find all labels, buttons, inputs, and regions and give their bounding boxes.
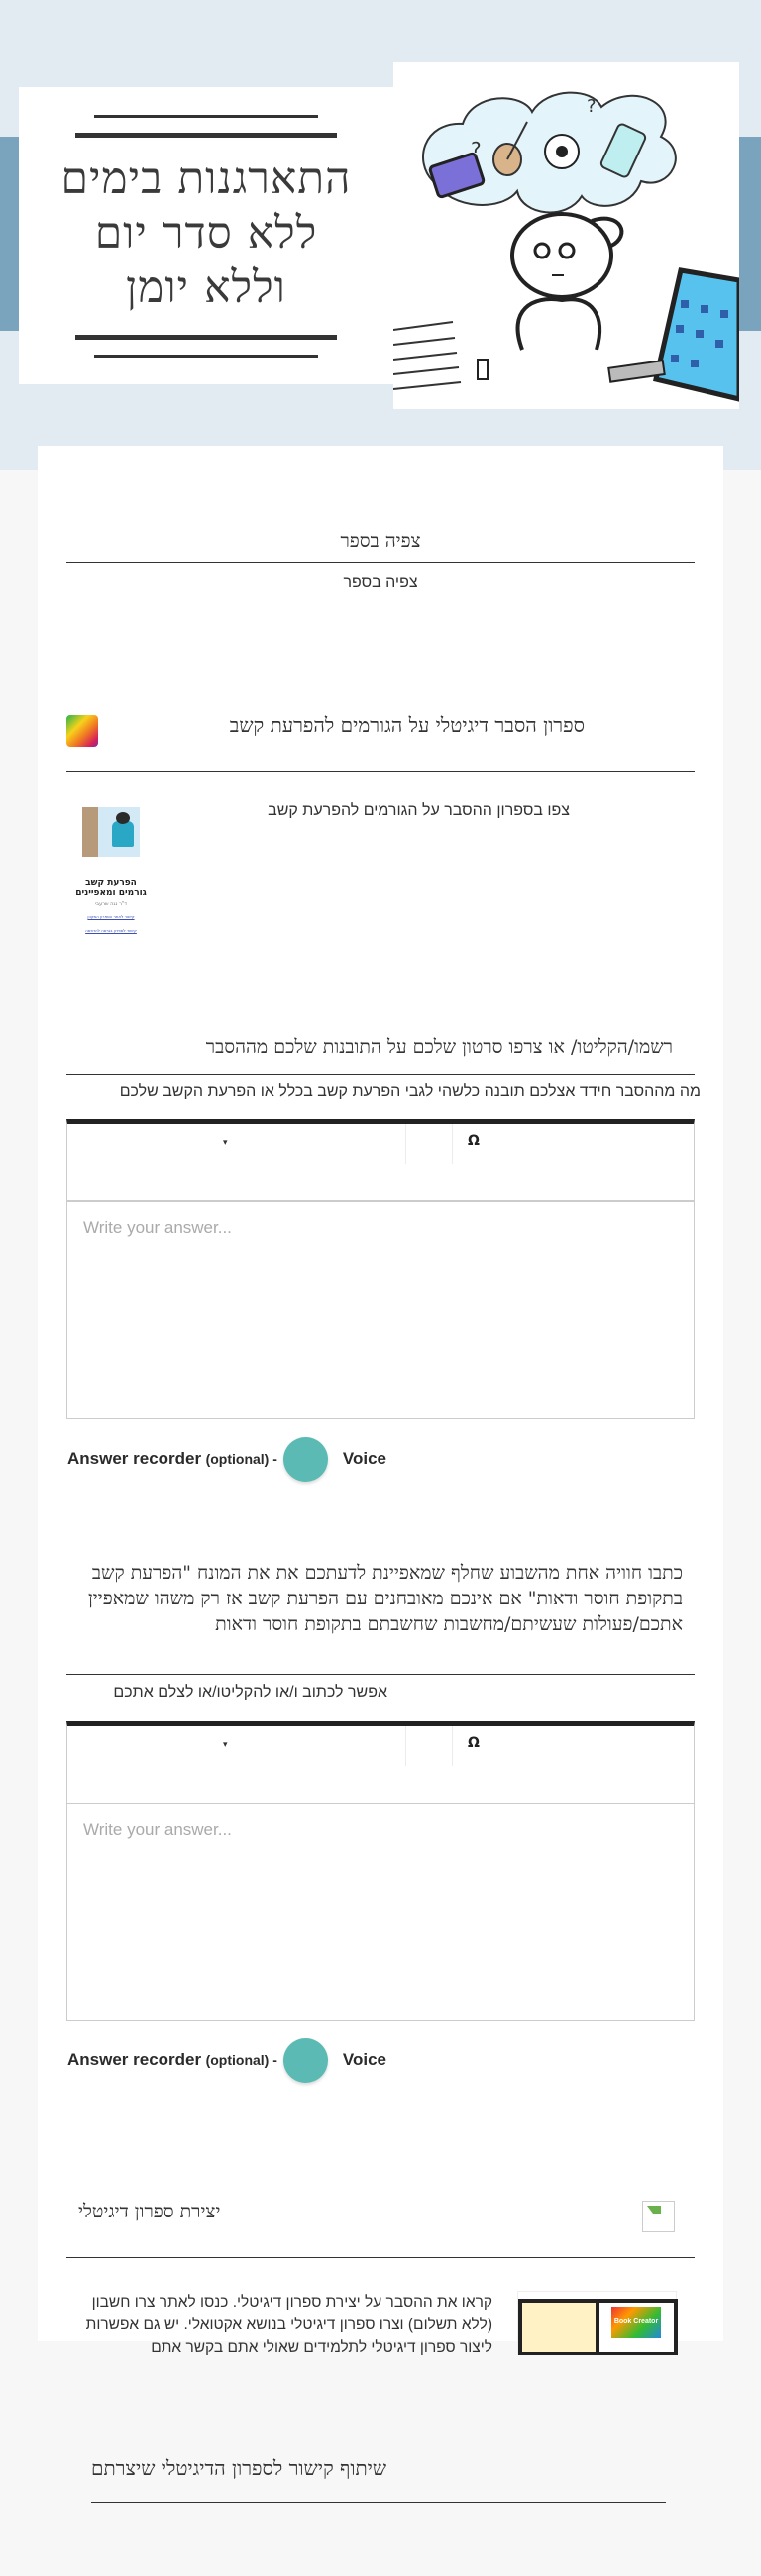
thumb-subtitle: גורמים ומאפיינים xyxy=(75,888,147,898)
recorder-optional-label: (optional) - xyxy=(205,2052,277,2068)
recorder-voice-label: Voice xyxy=(342,1449,386,1468)
book-creator-icon xyxy=(66,715,98,747)
question1-prompt: מה מההסבר חידד אצלכם תובנה כלשהי לגבי הפרעת קשב בכלל או הפרעת הקשב שלכם xyxy=(119,1083,701,1100)
toolbar-separator xyxy=(452,1726,453,1766)
thumb-left-page xyxy=(522,2303,596,2352)
section-title-ebook: ספרון הסבר דיגיטלי על הגורמים להפרעת קשב xyxy=(229,713,585,737)
title-line: ללא סדר יום xyxy=(94,207,318,258)
format-dropdown-caret-icon[interactable]: ▾ xyxy=(223,1740,228,1750)
answer-editor-2 xyxy=(66,1721,695,2021)
student-thinking-illustration xyxy=(393,62,739,409)
section-subtitle-reading: צפיה בספר xyxy=(343,574,418,591)
section-title-share: שיתוף קישור לספרון הדיגיטלי שיצרתם xyxy=(91,2456,387,2480)
record-button[interactable] xyxy=(283,1437,328,1482)
answer-input-2[interactable] xyxy=(67,1804,694,2020)
thumb-author: ד"ר נגה שרעבי xyxy=(95,901,127,907)
ebook-thumbnail[interactable] xyxy=(55,807,166,956)
editor-toolbar xyxy=(67,1124,694,1202)
recorder-optional-label: (optional) - xyxy=(205,1451,277,1467)
answer-input-1[interactable] xyxy=(67,1202,694,1418)
divider xyxy=(66,1674,695,1675)
toolbar-separator xyxy=(405,1124,406,1164)
header-title-card xyxy=(19,87,393,384)
divider xyxy=(94,115,318,118)
divider xyxy=(75,335,337,340)
thumb-title: הפרעת קשב xyxy=(85,878,137,888)
divider xyxy=(66,771,695,772)
toolbar-separator xyxy=(405,1726,406,1766)
question2-prompt: אפשר לכתוב ו/או להקליטו/או לצלם אתכם xyxy=(113,1684,387,1700)
thumb-link-online[interactable]: קישור לאתר הספרון המקוון xyxy=(87,914,135,919)
editor-toolbar xyxy=(67,1726,694,1804)
svg-text:?: ? xyxy=(471,138,482,161)
special-character-icon[interactable]: Ω xyxy=(468,1735,480,1751)
question2-title: כתבו חוויה אחת מהשבוע שחלף שמאפיינת לדעתכם את את המונח "הפרעת קשב בתקופת חוסר ודאות" אם אינכם מאובחנים עם הפרעת קשב אז רק משהו שמאפיין אתכם/פעולות שעשיתם/מחשבות שחשבתם בתקופת חוסר ודאות xyxy=(87,1562,683,1635)
divider xyxy=(66,1074,695,1075)
answer-recorder-1 xyxy=(67,1434,386,1484)
recorder-label: Answer recorder xyxy=(67,1449,202,1468)
divider xyxy=(66,562,695,563)
content-card xyxy=(38,446,723,2480)
toolbar-separator xyxy=(452,1124,453,1164)
divider xyxy=(66,2257,695,2258)
broken-image-icon xyxy=(642,2201,675,2232)
record-button[interactable] xyxy=(283,2038,328,2083)
thumb-link-print[interactable]: קישור לספרון בגרסה להדפסה xyxy=(85,928,137,933)
book-creator-thumbnail[interactable] xyxy=(517,2291,677,2355)
divider xyxy=(94,355,318,358)
page-title xyxy=(61,152,352,315)
svg-text:?: ? xyxy=(587,96,597,117)
title-line: התארגנות בימים xyxy=(60,153,352,204)
ebook-instruction: צפו בספרון ההסבר על הגורמים להפרעת קשב xyxy=(268,802,570,819)
section-title-create: יצירת ספרון דיגיטלי xyxy=(78,2201,221,2222)
special-character-icon[interactable]: Ω xyxy=(468,1133,480,1149)
title-line: וללא יומן xyxy=(126,261,286,313)
format-dropdown-caret-icon[interactable]: ▾ xyxy=(223,1138,228,1148)
answer-recorder-2 xyxy=(67,2035,386,2085)
recorder-label: Answer recorder xyxy=(67,2050,202,2069)
answer-editor-1 xyxy=(66,1119,695,1419)
section-title-reading: צפיה בספר xyxy=(340,530,421,552)
divider xyxy=(75,133,337,138)
question1-title: רשמו/הקליטו/ או צרפו סרטון שלכם על התובנות שלכם מההסבר xyxy=(205,1036,673,1058)
create-instructions: קראו את ההסבר על יצירת ספרון דיגיטלי. כנסו לאתר צרו חשבון (ללא תשלום) וצרו ספרון דיגיטלי בנושא אקטואלי. יש גם אפשרות ליצור ספרון דיגיטלי לתלמידים שאולי אתם בקשר אתם xyxy=(85,2294,492,2356)
divider xyxy=(91,2502,666,2503)
recorder-voice-label: Voice xyxy=(342,2050,386,2069)
header-illustration xyxy=(393,62,739,409)
book-creator-logo: Book Creator xyxy=(611,2307,661,2338)
book-cover-image xyxy=(82,807,140,857)
